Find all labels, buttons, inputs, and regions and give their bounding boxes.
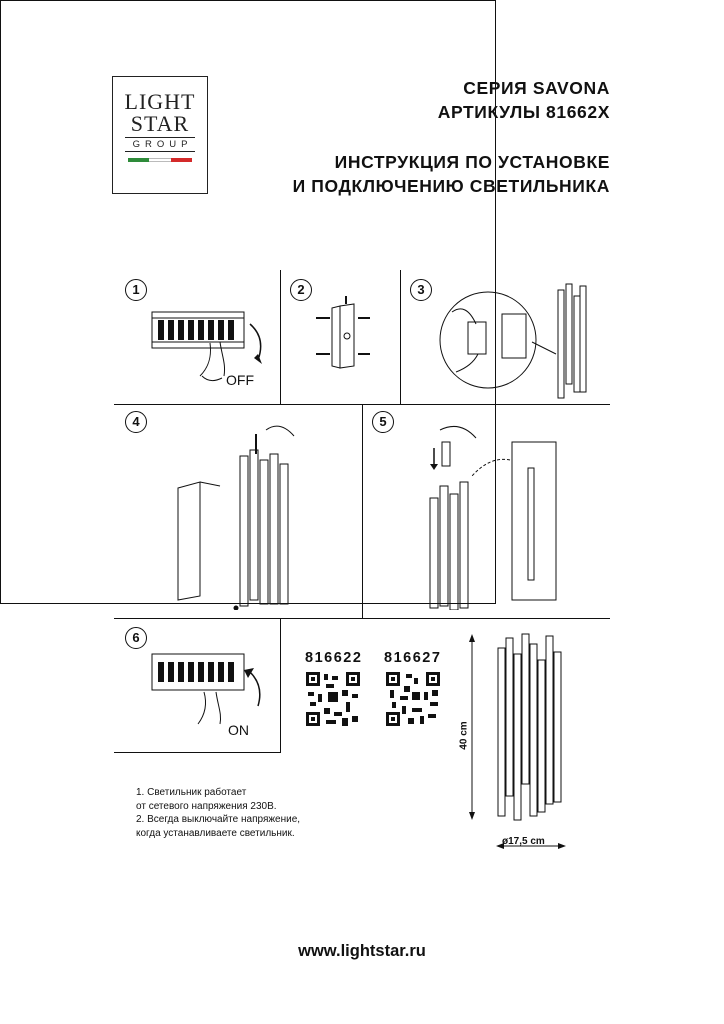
series-title: СЕРИЯ SAVONA: [463, 78, 610, 98]
note-line: 1. Светильник работает: [136, 787, 247, 798]
step-number-4: 4: [125, 411, 147, 433]
wiring-connection-illustration: [432, 282, 602, 400]
italian-flag-icon: [128, 158, 192, 162]
fixture-mounting-illustration: [170, 420, 310, 610]
bulb-installation-illustration: [420, 420, 560, 610]
step-number-6: 6: [125, 627, 147, 649]
logo-text-group: GROUP: [125, 137, 195, 152]
diameter-dimension: ø17,5 cm: [502, 836, 545, 847]
brand-logo: [112, 76, 208, 194]
step-number-2: 2: [290, 279, 312, 301]
instruction-title-line1: ИНСТРУКЦИЯ ПО УСТАНОВКЕ: [334, 152, 610, 172]
divider: [114, 752, 280, 753]
off-label: OFF: [226, 372, 254, 388]
qr-code-icon: [306, 672, 360, 726]
note-line: когда устанавливаете светильник.: [136, 827, 295, 839]
logo-text-light: LIGHT: [124, 89, 196, 114]
product-code-1: 816622: [305, 650, 363, 666]
on-label: ON: [228, 722, 249, 738]
fixture-dimension-drawing: [464, 632, 574, 852]
breaker-on-illustration: [150, 650, 270, 740]
divider: [280, 270, 281, 405]
articles-title: АРТИКУЛЫ 81662X: [437, 102, 610, 122]
height-dimension: 40 cm: [458, 721, 470, 750]
qr-code-icon: [386, 672, 440, 726]
mounting-bracket-illustration: [312, 296, 376, 376]
step-number-5: 5: [372, 411, 394, 433]
safety-notes: [136, 786, 300, 840]
step-number-1: 1: [125, 279, 147, 301]
product-code-2: 816627: [384, 650, 442, 666]
instruction-title-line2: И ПОДКЛЮЧЕНИЮ СВЕТИЛЬНИКА: [292, 176, 610, 196]
note-line: от сетевого напряжения 230В.: [136, 800, 277, 812]
logo-text-star: STAR: [130, 111, 190, 136]
note-line: 2. Всегда выключайте напряжение,: [136, 814, 301, 825]
divider: [280, 618, 281, 753]
divider: [400, 270, 401, 405]
divider: [362, 404, 363, 619]
step-number-3: 3: [410, 279, 432, 301]
website-link[interactable]: www.lightstar.ru: [298, 942, 426, 960]
